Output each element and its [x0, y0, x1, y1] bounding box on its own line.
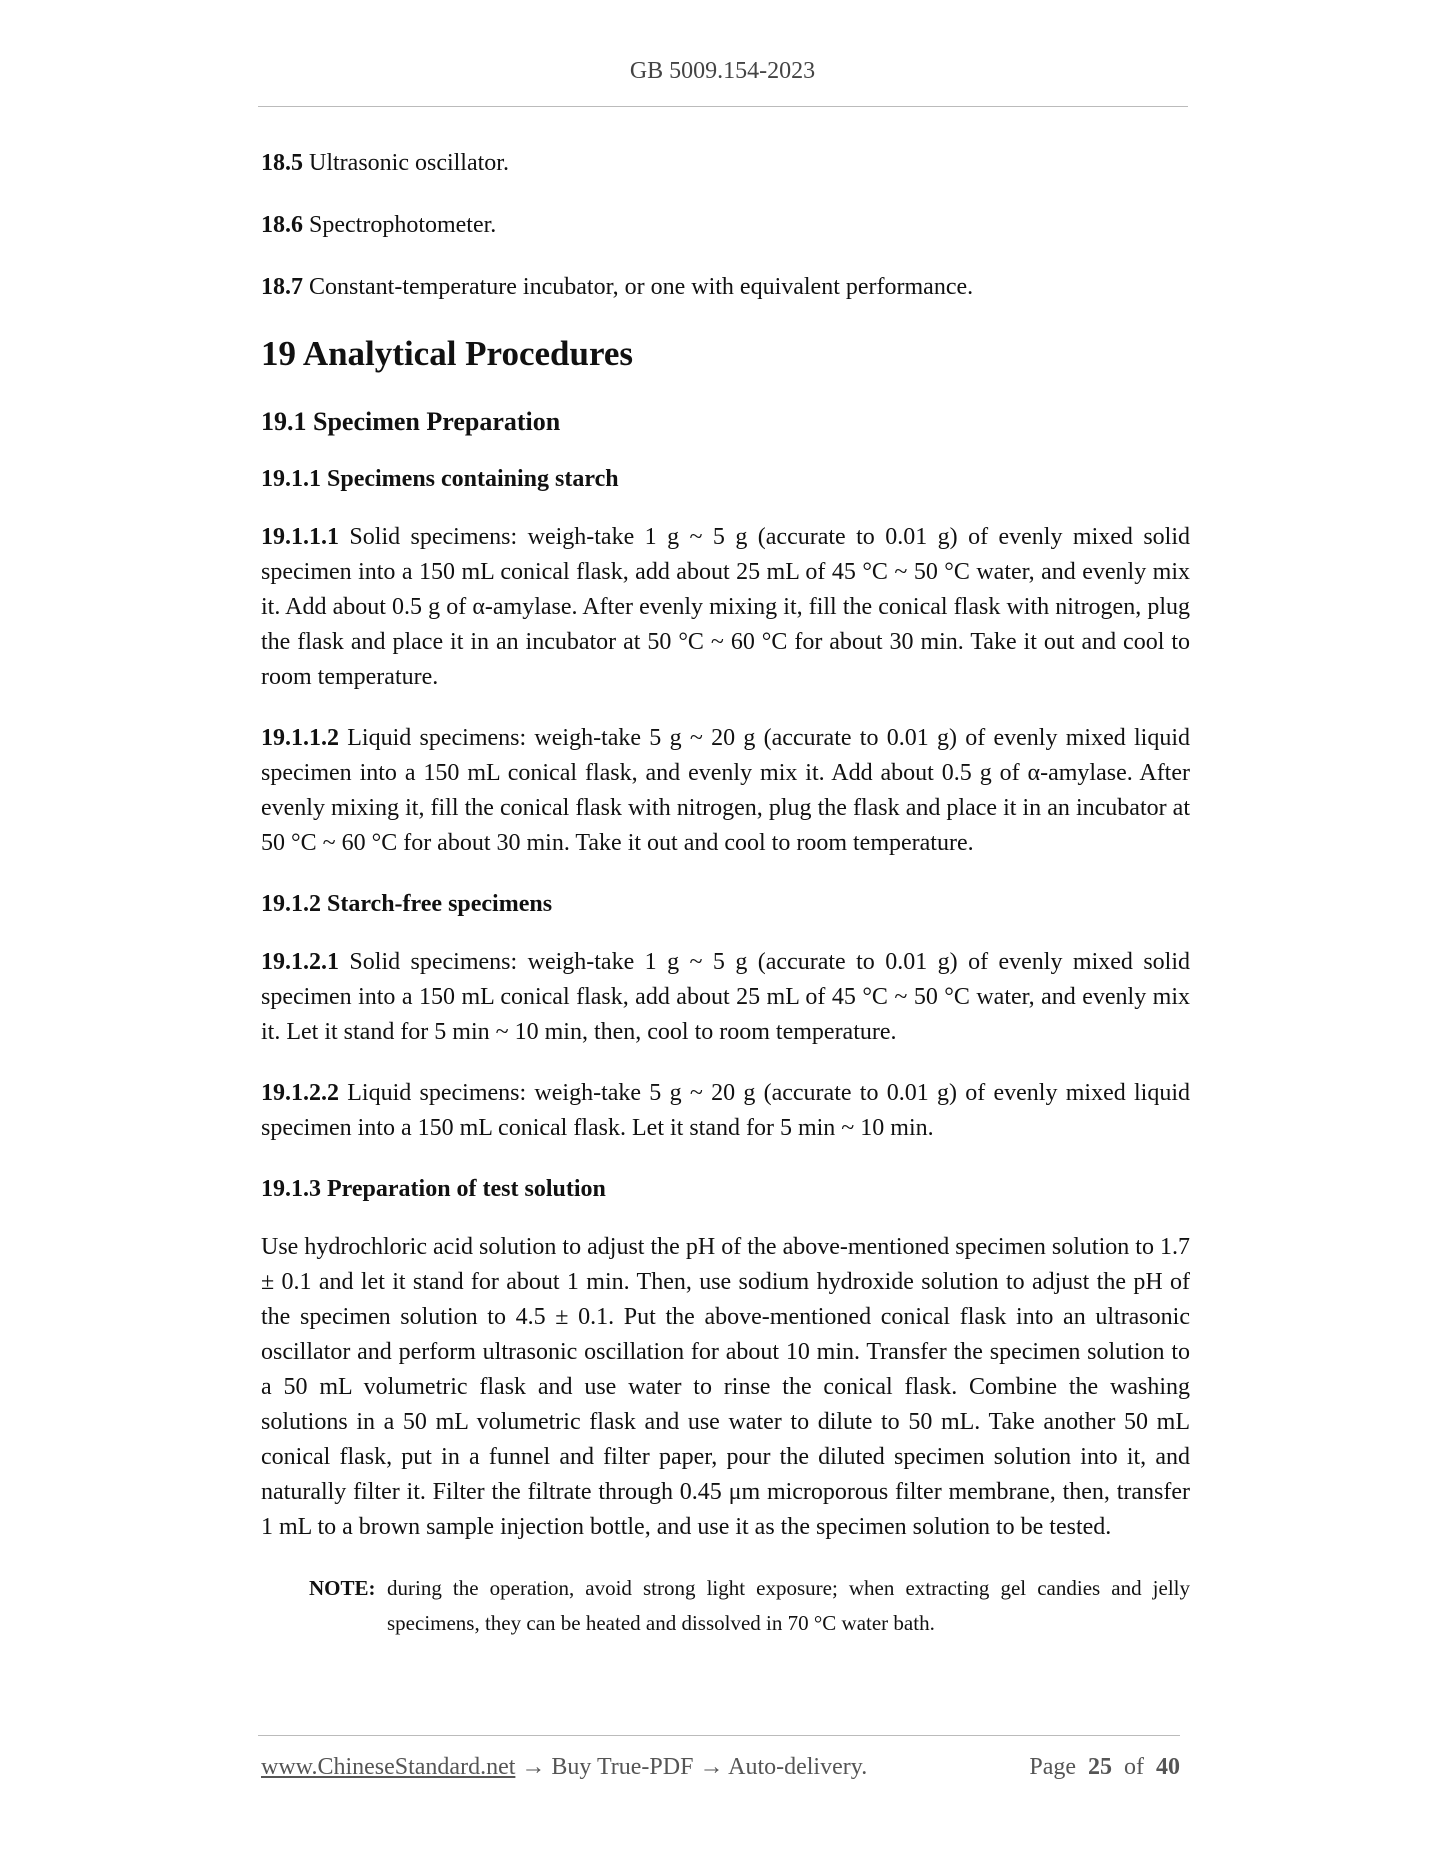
- document-body: [261, 146, 1190, 1641]
- clause-number: 19.1.2.1: [261, 949, 339, 975]
- item-18-6: [261, 208, 1190, 243]
- paragraph-19-1-1-1: [261, 520, 1190, 695]
- section-19-1-3-heading: 19.1.3 Preparation of test solution: [261, 1176, 606, 1202]
- section-19-heading: 19 Analytical Procedures: [261, 334, 634, 373]
- page-number: 25: [1088, 1754, 1112, 1780]
- item-text: Ultrasonic oscillator.: [303, 150, 509, 176]
- footer-promo: [261, 1754, 867, 1781]
- item-number: 18.7: [261, 274, 303, 300]
- page-total: 40: [1156, 1754, 1180, 1780]
- item-number: 18.6: [261, 212, 303, 238]
- note-text: during the operation, avoid strong light exposure; when extracting gel candies and jelly specimens, they can be heated and dissolved in 70 °C water bath.: [387, 1576, 1190, 1635]
- website-link[interactable]: www.ChineseStandard.net: [261, 1754, 516, 1780]
- paragraph-19-1-2-2: [261, 1076, 1190, 1146]
- clause-text: Solid specimens: weigh-take 1 g ~ 5 g (accurate to 0.01 g) of evenly mixed solid specimen into a 150 mL conical flask, add about 25 mL of 45 °C ~ 50 °C water, and evenly mix it. Add about 0.5 g of α-amylase. After evenly mixing it, fill the conical flask with nitrogen, plug the flask and place it in an incubator at 50 °C ~ 60 °C for about 30 min. Take it out and cool to room temperature.: [261, 524, 1190, 690]
- item-number: 18.5: [261, 150, 303, 176]
- item-text: Constant-temperature incubator, or one with equivalent performance.: [303, 274, 974, 300]
- footer-promo-text: → Buy True-PDF → Auto-delivery.: [515, 1754, 868, 1780]
- note-label: NOTE:: [309, 1576, 376, 1600]
- note-block: [309, 1571, 1190, 1641]
- clause-text: Solid specimens: weigh-take 1 g ~ 5 g (accurate to 0.01 g) of evenly mixed solid specimen into a 150 mL conical flask, add about 25 mL of 45 °C ~ 50 °C water, and evenly mix it. Let it stand for 5 min ~ 10 min, then, cool to room temperature.: [261, 949, 1190, 1045]
- paragraph-19-1-2-1: [261, 945, 1190, 1050]
- paragraph-19-1-3: Use hydrochloric acid solution to adjust the pH of the above-mentioned specimen solution to 1.7 ± 0.1 and let it stand for about 1 min. Then, use sodium hydroxide solution to adjust the pH of the specimen solution to 4.5 ± 0.1. Put the above-mentioned conical flask into an ultrasonic oscillator and perform ultrasonic oscillation for about 10 min. Transfer the specimen solution to a 50 mL volumetric flask and use water to rinse the conical flask. Combine the washing solutions in a 50 mL volumetric flask and use water to dilute to 50 mL. Take another 50 mL conical flask, put in a funnel and filter paper, pour the diluted specimen solution into it, and naturally filter it. Filter the filtrate through 0.45 μm microporous filter membrane, then, transfer 1 mL to a brown sample injection bottle, and use it as the specimen solution to be tested.: [261, 1234, 1190, 1540]
- header-rule: [258, 106, 1188, 107]
- item-18-7: [261, 270, 1190, 305]
- running-header: GB 5009.154-2023: [629, 58, 816, 84]
- page-label: Page: [1029, 1754, 1076, 1780]
- clause-text: Liquid specimens: weigh-take 5 g ~ 20 g (accurate to 0.01 g) of evenly mixed liquid specimen into a 150 mL conical flask. Let it stand for 5 min ~ 10 min.: [261, 1080, 1190, 1141]
- footer-rule: [258, 1735, 1180, 1736]
- paragraph-19-1-1-2: [261, 721, 1190, 861]
- of-label: of: [1124, 1754, 1144, 1780]
- section-19-1-1-heading: 19.1.1 Specimens containing starch: [261, 466, 619, 492]
- item-text: Spectrophotometer.: [303, 212, 497, 238]
- item-18-5: [261, 146, 1190, 181]
- clause-number: 19.1.1.2: [261, 725, 339, 751]
- clause-text: Liquid specimens: weigh-take 5 g ~ 20 g (accurate to 0.01 g) of evenly mixed liquid specimen into a 150 mL conical flask, and evenly mix it. Add about 0.5 g of α-amylase. After evenly mixing it, fill the conical flask with nitrogen, plug the flask and place it in an incubator at 50 °C ~ 60 °C for about 30 min. Take it out and cool to room temperature.: [261, 725, 1190, 856]
- clause-number: 19.1.2.2: [261, 1080, 339, 1106]
- section-19-1-heading: 19.1 Specimen Preparation: [261, 407, 561, 436]
- page-counter: [1029, 1754, 1180, 1781]
- clause-number: 19.1.1.1: [261, 524, 339, 550]
- section-19-1-2-heading: 19.1.2 Starch-free specimens: [261, 891, 553, 917]
